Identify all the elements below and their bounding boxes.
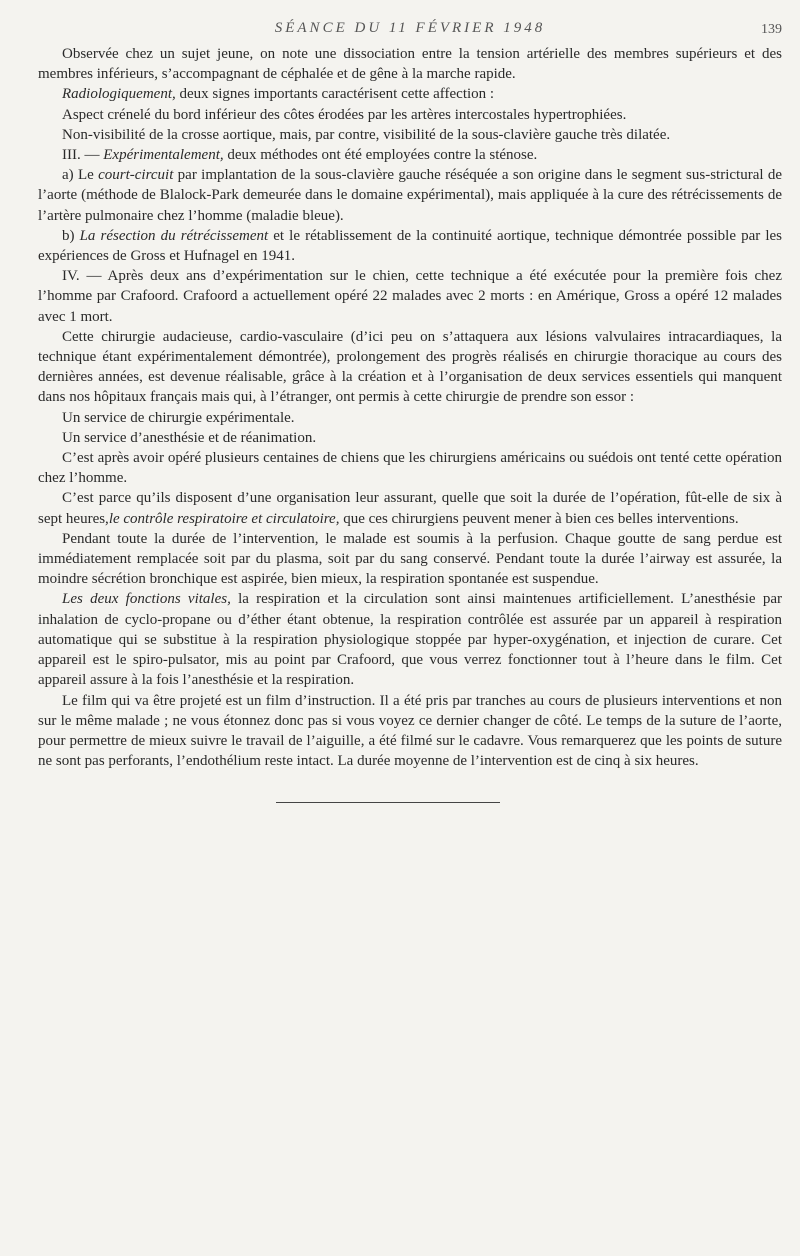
paragraph xyxy=(38,44,782,84)
paragraph xyxy=(38,691,782,772)
paragraph xyxy=(38,589,782,690)
page-header xyxy=(38,20,782,44)
text-run: Le film qui va être projeté est un film d’instruction. Il a été pris par tranches au cours de plusieurs interventions et non sur le même malade ; ne vous étonnez donc pas si vous voyez ce dernier changer de côté. Le temps de la suture de l’aorte, pour permettre de mieux suivre le travail de l’aiguille, a été filmé sur le cadavre. Vous remarquerez que les points de suture ne sont pas perforants, l’endothélium reste intact. La durée moyenne de l’intervention est de cinq à six heures. xyxy=(38,692,782,770)
paragraph xyxy=(38,488,782,528)
text-run: la respiration et la circulation sont ainsi maintenues artificiellement. L’anesthésie par inhalation de cyclo-propane ou d’éther étant obtenue, la respiration contrôlée est assurée par un appareil à respiration automatique qui se substitue à la respiration physiologique stoppée par hyper-oxygénation, et injection de curare. Cet appareil est le spiro-pulsator, mis au point par Crafoord, que vous verrez fonctionner tout à l’heure dans le film. Cet appareil assure à la fois l’anesthésie et la respiration. xyxy=(38,591,782,689)
text-run: a) Le xyxy=(62,167,99,184)
text-run: Observée chez un sujet jeune, on note une dissociation entre la tension artérielle des membres supérieurs et des membres inférieurs, s’accompagnant de céphalée et de gêne à la marche rapide. xyxy=(38,46,782,83)
text-run: Cette chirurgie audacieuse, cardio-vasculaire (d’ici peu on s’attaquera aux lésions valvulaires intracardiaques, la technique étant expérimentalement démontrée), prolongement des progrès réalisés en chirurgie thoracique au cours des dernières années, est devenue réalisable, grâce à la création et à l’organisation de deux services essentiels qui manquent dans nos hôpitaux français mais qui, à l’étranger, ont permis à cette chirurgie de prendre son essor : xyxy=(38,328,782,406)
text-run: deux méthodes ont été employées contre la sténose. xyxy=(223,147,538,164)
paragraph xyxy=(38,529,782,590)
body-text xyxy=(38,44,782,771)
text-run: par implantation de la sous-clavière gauche réséquée a son origine dans le segment sus-strictural de l’aorte (méthode de Blalock-Park demeurée dans le domaine expérimental), mais appliquée à la cure des rétrécissements de l’artère pulmonaire chez l’homme (maladie bleue). xyxy=(38,167,782,224)
paragraph xyxy=(38,408,782,428)
paragraph xyxy=(38,428,782,448)
italic-text: La résection du rétrécissement xyxy=(79,227,269,244)
text-run: Pendant toute la durée de l’intervention, le malade est soumis à la perfusion. Chaque goutte de sang perdue est immédiatement remplacée soit par du plasma, soit par du sang conservé. Pendant toute la durée l’airway est assurée, la moindre sécrétion bronchique est aspirée, bien mieux, la respiration spontanée est suspendue. xyxy=(38,530,782,588)
running-head: SÉANCE DU 11 FÉVRIER 1948 xyxy=(274,20,546,36)
page-number: 139 xyxy=(761,22,782,37)
text-run: Un service d’anesthésie et de réanimation. xyxy=(62,429,317,446)
italic-text: court-circuit xyxy=(98,167,174,184)
text-run: deux signes importants caractérisent cette affection : xyxy=(175,86,495,103)
paragraph xyxy=(38,226,782,266)
text-run: Un service de chirurgie expérimentale. xyxy=(62,409,295,426)
text-run: C’est après avoir opéré plusieurs centaines de chiens que les chirurgiens américains ou suédois ont tenté cette opération chez l’homme. xyxy=(38,450,782,487)
text-run: C’est parce qu’ils disposent d’une organisation leur assurant, quelle que soit la durée de l’opération, fût-elle de six à sept heures, xyxy=(38,490,782,527)
text-run: III. — xyxy=(62,147,104,164)
paragraph xyxy=(38,327,782,408)
text-run: que ces chirurgiens peuvent mener à bien ces belles interventions. xyxy=(339,510,739,527)
text-run: b) xyxy=(62,227,80,244)
paragraph xyxy=(38,105,782,125)
paragraph xyxy=(38,84,782,104)
italic-text: Expérimentalement, xyxy=(103,147,224,164)
italic-text: Radiologiquement, xyxy=(62,86,176,103)
text-run: Aspect crénelé du bord inférieur des côtes érodées par les artères intercostales hypertrophiées. xyxy=(62,106,627,123)
paragraph xyxy=(38,145,782,165)
paragraph xyxy=(38,448,782,488)
paragraph xyxy=(38,165,782,226)
paragraph xyxy=(38,266,782,327)
italic-text: Les deux fonctions vitales, xyxy=(62,591,231,608)
italic-text: le contrôle respiratoire et circulatoire, xyxy=(108,510,340,527)
text-run: IV. — Après deux ans d’expérimentation sur le chien, cette technique a été exécutée pour la première fois chez l’homme par Crafoord. Crafoord a actuellement opéré 22 malades avec 2 morts : en Amérique, Gross a opéré 12 malades avec 1 mort. xyxy=(38,268,782,325)
text-run: et le rétablissement de la continuité aortique, technique démontrée possible par les expériences de Gross et Hufnagel en 1941. xyxy=(38,227,782,265)
end-rule xyxy=(276,802,500,803)
text-run: Non-visibilité de la crosse aortique, mais, par contre, visibilité de la sous-clavière gauche très dilatée. xyxy=(62,126,671,143)
paragraph xyxy=(38,125,782,145)
